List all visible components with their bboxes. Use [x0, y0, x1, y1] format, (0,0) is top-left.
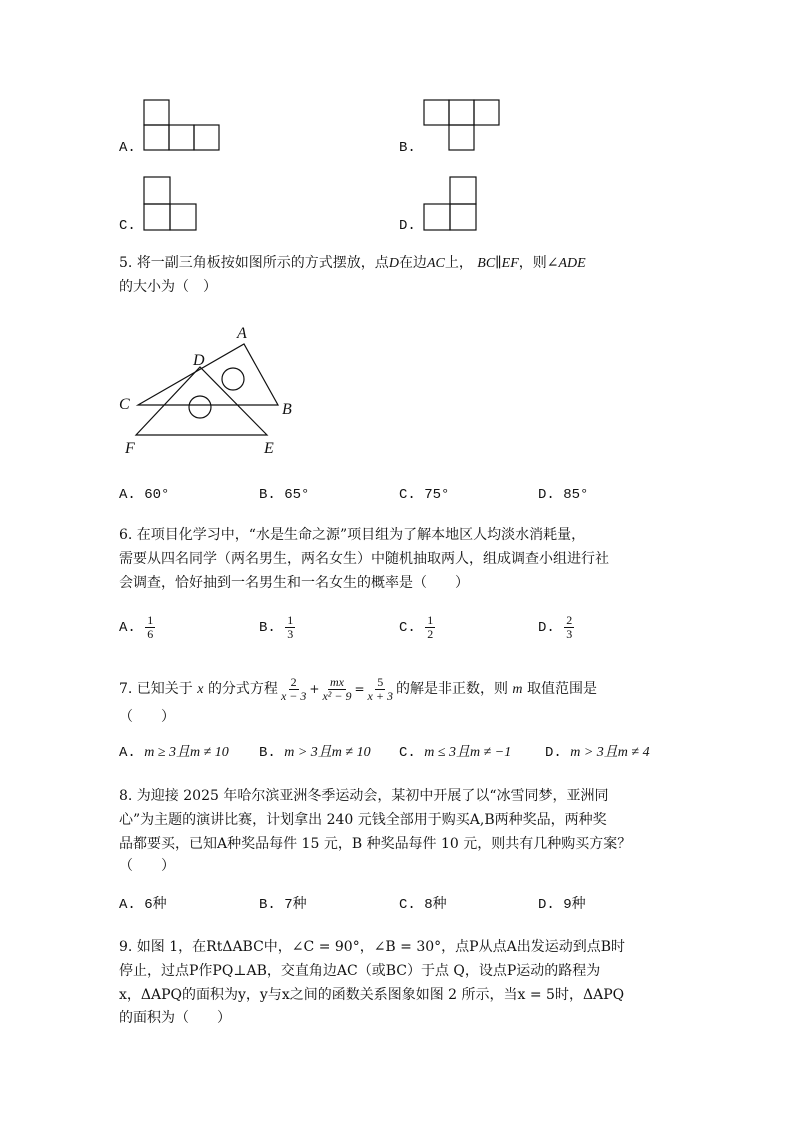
q6-option-d-num: 2 [566, 613, 573, 627]
q5-label-b: B [282, 401, 292, 418]
q7-f1-num: 2 [290, 674, 297, 689]
q8-stem-line2: 心”为主题的演讲比赛，计划拿出 240 元钱全部用于购买A,B两种奖品，两种奖 [119, 812, 607, 828]
q8-option-a [119, 895, 167, 915]
q6-option-d-label: D. [538, 620, 555, 637]
q7-var-x: x [197, 682, 204, 697]
q5-text4: ，则∠ [518, 255, 559, 271]
q8-option-b-label: B. [259, 897, 276, 913]
q7-option-b-label: B. [259, 745, 276, 761]
q7-option-d-label: D. [545, 745, 562, 761]
q7-text2: 的分式方程 [207, 681, 278, 697]
q5-text2: 在边 [398, 255, 427, 271]
q4-net-a-figure [143, 99, 223, 153]
q4-option-d-label: D. [399, 218, 416, 234]
q7-f3-num: 5 [377, 674, 384, 689]
q8-option-b [259, 895, 307, 915]
q7-equals: = [354, 682, 365, 696]
q7-stem-line2: （ ） [119, 709, 175, 725]
q5-option-a-value: 60° [144, 487, 170, 503]
q5-number: 5. [119, 255, 133, 271]
q9-stem-line2: 停止，过点P作PQ⊥AB，交直角边AC（或BC）于点 Q，设点P运动的路程为 [119, 963, 601, 979]
q6-option-d-fraction [564, 614, 574, 641]
q8-stem-line3: 品都要买，已知A种奖品每件 15 元，B 种奖品每件 10 元，则共有几种购买方案？ [119, 836, 632, 852]
q6-option-a-num: 1 [147, 613, 154, 627]
q6-option-c-num: 1 [427, 613, 434, 627]
q7-fraction-3 [366, 676, 395, 703]
q5-label-a: A [237, 325, 247, 342]
q7-text3: 的解是非正数，则 [395, 681, 508, 697]
q5-label-d: D [193, 352, 205, 369]
q4-option-b-label: B. [399, 140, 416, 156]
q7-var-m: m [512, 682, 523, 697]
q8-option-c-label: C. [399, 897, 416, 913]
q7-fraction-1 [279, 676, 308, 703]
q7-option-c-value: m ≤ 3且m ≠ −1 [424, 745, 512, 760]
q7-option-d-value: m > 3且m ≠ 4 [570, 745, 650, 760]
q7-option-b-value: m > 3且m ≠ 10 [284, 745, 371, 760]
q6-option-b-den: 3 [287, 627, 294, 641]
q7-option-b [259, 743, 371, 763]
q5-triangle-figure [112, 322, 302, 458]
q8-option-a-label: A. [119, 897, 136, 913]
q5-stem-line2: 的大小为（ ） [119, 279, 217, 295]
q7-option-c [399, 743, 511, 763]
q5-option-b-value: 65° [284, 487, 310, 503]
q7-fraction-2 [320, 676, 353, 703]
q6-option-d-den: 3 [566, 627, 573, 641]
q8-option-d-value: 9种 [563, 897, 586, 913]
q7-option-a-label: A. [119, 745, 136, 761]
q5-option-d-value: 85° [563, 487, 589, 503]
q7-plus: + [309, 682, 320, 696]
q6-option-c-den: 2 [427, 627, 434, 641]
q5-text1: 将一副三角板按如图所示的方式摆放，点 [136, 255, 389, 271]
q7-option-d [545, 743, 650, 763]
q6-option-c-fraction [425, 614, 435, 641]
q8-option-b-value: 7种 [284, 897, 307, 913]
q5-parallel: BC∥EF [477, 256, 519, 271]
q5-option-d-label: D. [538, 487, 555, 503]
q7-option-a-value: m ≥ 3且m ≠ 10 [144, 745, 229, 760]
q4-net-b-figure [423, 99, 503, 153]
q6-option-b [259, 614, 296, 641]
q5-point-d: D [388, 256, 399, 271]
q7-f3-den: x + 3 [367, 688, 393, 703]
q5-option-c [399, 485, 449, 505]
q9-stem-line1: 9. 如图 1，在RtΔABC中，∠C = 90°，∠B = 30°，点P从点A出发运动到点B时 [119, 939, 625, 955]
q5-option-b [259, 485, 309, 505]
q8-option-c [399, 895, 447, 915]
q5-stem-line1 [119, 253, 586, 274]
q6-option-b-label: B. [259, 620, 276, 637]
q8-option-d-label: D. [538, 897, 555, 913]
q8-option-c-value: 8种 [424, 897, 447, 913]
q6-option-c [399, 614, 436, 641]
q6-stem-line2: 需要从四名同学（两名男生，两名女生）中随机抽取两人，组成调查小组进行社 [119, 551, 609, 567]
q4-option-c-label: C. [119, 218, 136, 234]
q5-option-d [538, 485, 588, 505]
q9-stem-line4: 的面积为（ ） [119, 1010, 231, 1026]
q5-option-a-label: A. [119, 487, 136, 503]
q4-net-d-figure [423, 176, 479, 232]
q5-option-a [119, 485, 169, 505]
q6-option-d [538, 614, 575, 641]
q7-text4: 取值范围是 [527, 681, 597, 697]
q5-option-c-label: C. [399, 487, 416, 503]
q5-label-f: F [125, 440, 135, 457]
q7-f2-den: x² − 9 [322, 688, 352, 703]
q7-f2-num: mx [329, 674, 344, 689]
q5-angle-ade: ADE [558, 256, 586, 271]
q8-option-d [538, 895, 586, 915]
q5-label-c: C [119, 396, 130, 413]
q5-ac: AC [426, 256, 445, 271]
q5-label-e: E [264, 440, 274, 457]
q7-f1-den: x − 3 [280, 688, 307, 703]
q6-option-b-num: 1 [287, 613, 294, 627]
q5-hole-top-icon [222, 368, 244, 390]
q6-option-b-fraction [285, 614, 295, 641]
q4-net-c-figure [143, 176, 199, 232]
q6-option-a-den: 6 [147, 627, 154, 641]
q7-prefix: 7. 已知关于 [119, 681, 193, 697]
q8-option-a-value: 6种 [144, 897, 167, 913]
q6-option-a-fraction [145, 614, 155, 641]
q7-option-a [119, 743, 229, 763]
q6-stem-line3: 会调查，恰好抽到一名男生和一名女生的概率是（ ） [119, 575, 469, 591]
q6-option-a [119, 614, 156, 641]
q7-stem-line1 [119, 672, 597, 707]
q5-option-b-label: B. [259, 487, 276, 503]
q4-option-a-label: A. [119, 140, 136, 156]
q6-option-c-label: C. [399, 620, 416, 637]
q9-stem-line3: x，ΔAPQ的面积为y，y与x之间的函数关系图象如图 2 所示，当x = 5时，ΔAPQ [119, 987, 625, 1003]
q8-stem-line1: 8. 为迎接 2025 年哈尔滨亚洲冬季运动会，某初中开展了以“冰雪同梦，亚洲同 [119, 788, 609, 804]
q5-hole-bottom-icon [189, 396, 211, 418]
q6-stem-line1: 6. 在项目化学习中，“水是生命之源”项目组为了解本地区人均淡水消耗量， [119, 527, 586, 543]
q5-option-c-value: 75° [424, 487, 450, 503]
q5-text3: 上， [444, 255, 473, 271]
q5-triangle-def [136, 367, 267, 435]
q7-option-c-label: C. [399, 745, 416, 761]
q8-stem-line4: （ ） [119, 858, 175, 874]
q6-option-a-label: A. [119, 620, 136, 637]
